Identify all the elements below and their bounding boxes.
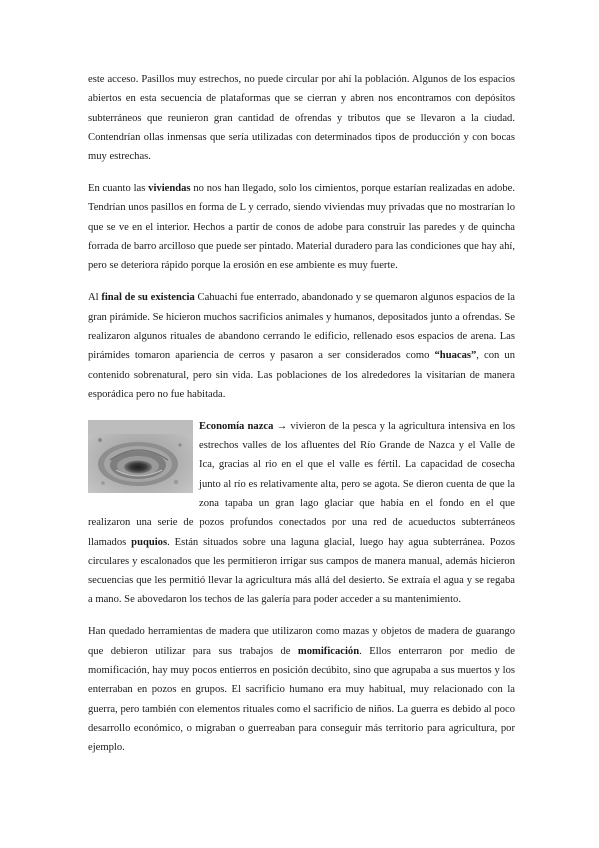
- paragraph-final: [88, 288, 515, 404]
- paragraph-text: En cuanto las: [88, 183, 149, 195]
- paragraph-text: . Están situados sobre una laguna glacial, luego hay agua subterránea. Pozos circulares y escalonados que les permitieron irrigar sus campos de manera manual, además hicieron secuencias que les permitió llevar la agricultura más allá del desierto. Se extraía el agua y se regaba a mano. Se abovedaron los techos de las galería para poder acceder a su mantenimiento.: [88, 536, 515, 606]
- paragraph-text: Cahuachi fue enterrado, abandonado y se quemaron algunos espacios de la gran pirámide. Se hicieron muchos sacrificios animales y humanos, depositados junto a ofrendas. Se realizaron algunos rituales de abandono cerrando le edificio, rellenado esos espacios de arena. Las pirámides tomaron apariencia de cerros y pasaron a ser considerados como: [88, 292, 515, 362]
- paragraph-text: Al: [88, 292, 102, 304]
- paragraph-text: Han quedado herramientas de madera que utilizaron como mazas y objetos de madera de guarango que debieron utilizar para sus trabajos de: [88, 626, 515, 657]
- bold-term-economia: Economía nazca: [199, 420, 274, 432]
- paragraph-momificacion: [88, 622, 515, 757]
- bold-term-momificacion: momificación: [297, 645, 360, 657]
- puquio-photo: [88, 420, 193, 493]
- puquio-spiral-well-image: [88, 420, 193, 493]
- paragraph-text: este acceso. Pasillos muy estrechos, no puede circular por ahí la población. Algunos de los espacios abiertos en esta secuencia de plataformas que se cierran y abren nos encontramos con depósitos subterráneos que reunieron gran cantidad de ofrendas y tributos que se llevaron a la ciudad. Contendrían ollas inmensas que sería utilizadas con determinados tipos de producción y con bocas muy estrechas.: [88, 74, 515, 163]
- bold-term-puquios: puquios: [131, 536, 168, 548]
- paragraph-text: → vivieron de la pesca y la agricultura intensiva en los estrechos valles de los afluentes del Río Grande de Nazca y el Valle de Ica, gracias al rio en el que el valle es fértil. La capacidad de cosecha junto al río es relativamente alta, pero se agota. Se dieron cuenta de que la zona tapaba un gran lago glaciar que había en el fondo en el que realizaron una serie de pozos profundos conectados por una red de acueductos subterráneos llamados: [88, 420, 515, 548]
- paragraph-viviendas: [88, 179, 515, 275]
- document-body: [88, 70, 515, 770]
- bold-term-viviendas: viviendas: [148, 183, 191, 195]
- paragraph-text: no nos han llegado, solo los cimientos, porque estarían realizadas en adobe. Tendrían unos pasillos en forma de L y cerrado, siendo viviendas muy privadas que no mostrarían lo que se ve en el interior. Hechos a partir de conos de adobe para construir las paredes y de quincha forrada de barro arcilloso que puede ser pintado. Material duradero para las condiciones que hay ahí, pero se deteriora rápido porque la erosión en ese ambiente es muy fuerte.: [88, 183, 515, 272]
- paragraph-economia: [88, 417, 515, 610]
- bold-term-final: final de su existencia: [101, 292, 195, 304]
- paragraph-text: , con un contenido sobrenatural, pero sin vida. Las poblaciones de los alrededores la visitarían de manera esporádica pero no fue habitada.: [88, 350, 515, 400]
- paragraph-text: . Ellos enterraron por medio de momificación, hay muy pocos entierros en posición decúbito, sino que agrupaba a sus muertos y los enterraban en pozos en grupos. El sacrificio humano era muy habitual, muy relacionado con la guerra, pero también con elementos rituales como el sacrificio de niños. La guerra es debido al poco desarrollo económico, o migraban o guerreaban para conseguir más territorio para agricultura, por ejemplo.: [88, 645, 515, 754]
- paragraph-access: [88, 70, 515, 166]
- bold-term-huacas: “huacas”: [434, 350, 477, 362]
